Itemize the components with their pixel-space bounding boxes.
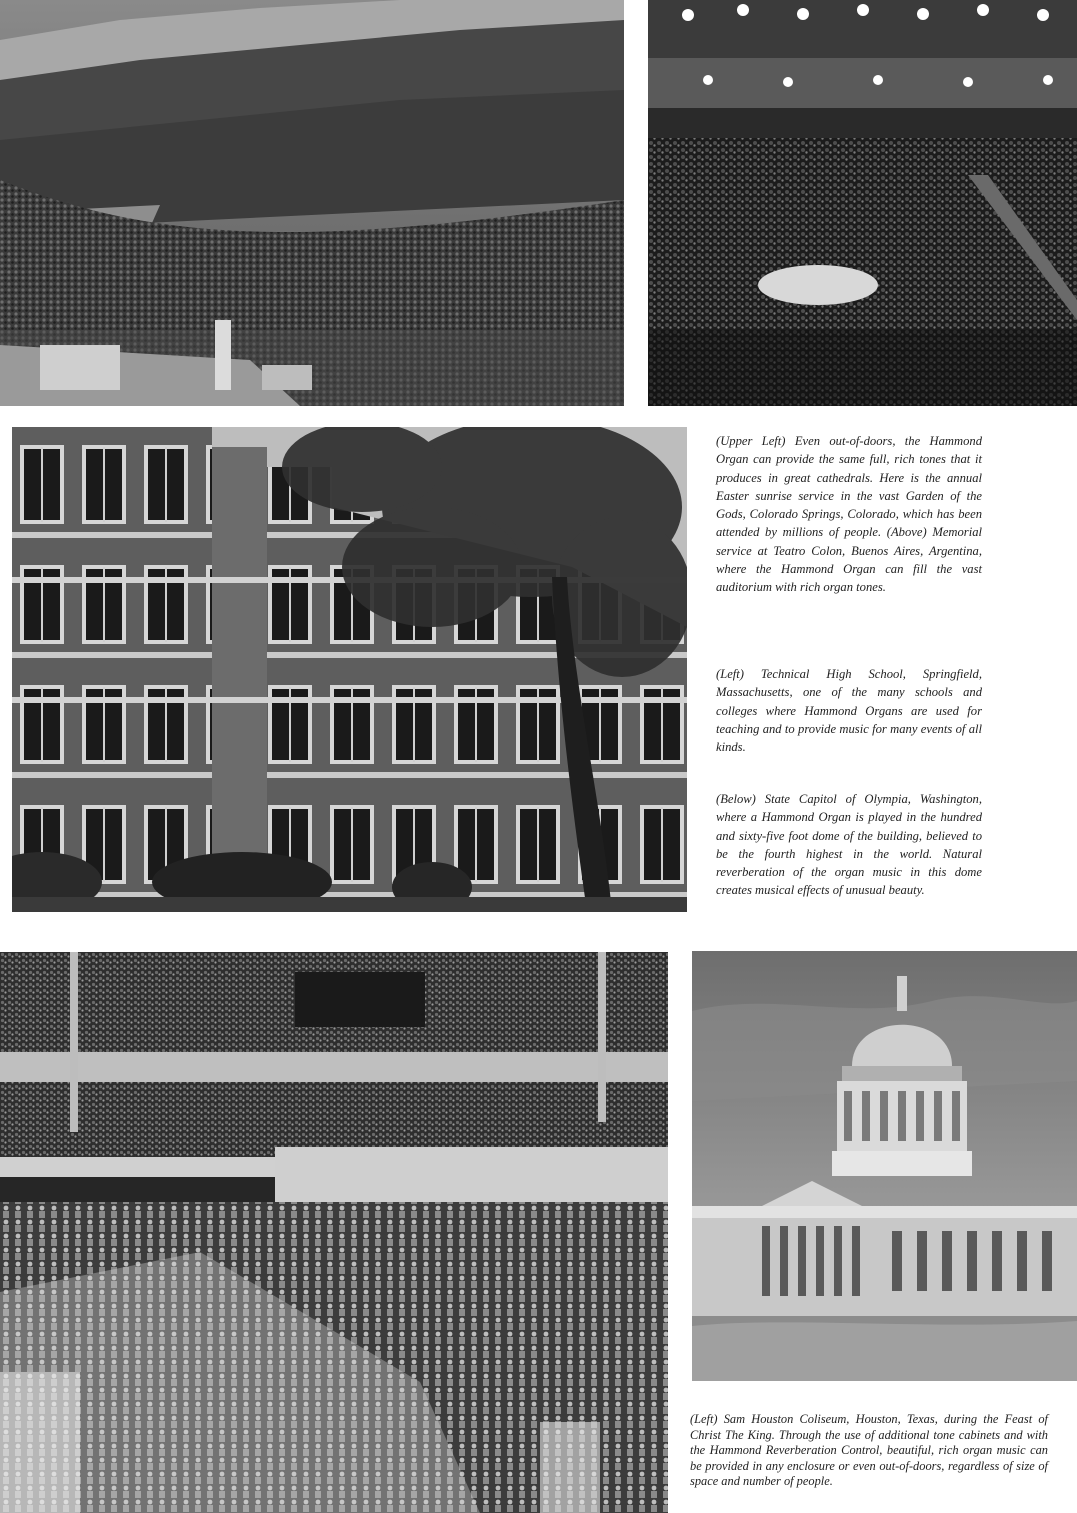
teatro-colon-photo — [648, 0, 1077, 406]
garden-of-the-gods-photo — [0, 0, 624, 406]
technical-high-school-photo — [12, 427, 687, 912]
caption-upper-left: (Upper Left) Even out-of-doors, the Hammond Organ can provide the same full, rich tones that it produces in great cathedrals. Here is the annual Easter sunrise service in the vast Garden of the Gods, Colorado Springs, Colorado, which has been attended by millions of people. (Above) Memorial service at Teatro Colon, Buenos Aires, Argentina, where the Hammond Organ can fill the vast auditorium with rich organ tones. — [716, 434, 982, 595]
caption-state-capitol: (Below) State Capitol of Olympia, Washington, where a Hammond Organ is played in the hundred and sixty-five foot dome of the building, believed to be the fourth highest in the world. Natural reverberation of the organ music in this dome creates musical effects of unusual beauty. — [716, 792, 982, 898]
caption-technical-high-school: (Left) Technical High School, Springfield, Massachusetts, one of the many schools and colleges where Hammond Organs are used for teaching and to provide music for many events of all kinds. — [716, 667, 982, 755]
sam-houston-coliseum-photo — [0, 952, 668, 1513]
caption-sam-houston-coliseum: (Left) Sam Houston Coliseum, Houston, Texas, during the Feast of Christ The King. Through the use of additional tone cabinets and with the Hammond Reverberation Control, beautiful, rich organ music can be provided in any enclosure or even out-of-doors, regardless of size of space and number of people. — [690, 1412, 1048, 1489]
state-capitol-photo — [692, 951, 1077, 1381]
